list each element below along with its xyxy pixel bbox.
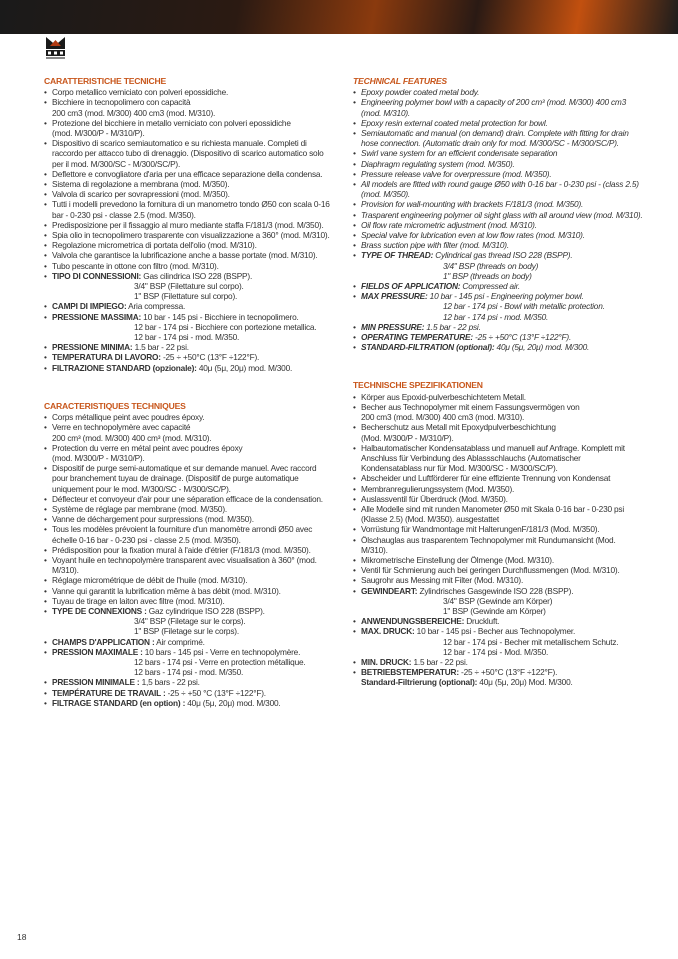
spec-text: Corpo metallico verniciato con polveri epossidiche. — [52, 87, 229, 98]
spec-item — [353, 626, 643, 657]
spec-item — [44, 230, 334, 240]
spec-item — [44, 169, 334, 179]
spec-list — [353, 87, 643, 352]
spec-text: Becher aus Technopolymer mit einem Fassungsvermögen von — [361, 401, 580, 412]
spec-text: Compressed air. — [460, 281, 520, 292]
spec-subline: (mod. M/300/P - M/310/P). — [52, 452, 145, 463]
spec-subline: 200 cm3 (mod. M/300) 400 cm3 (mod. M/310). — [52, 107, 216, 118]
spec-text: Oil flow rate micrometric adjustment (mod. M/310). — [361, 219, 537, 230]
spec-label: CAMPI DI IMPIEGO: — [52, 301, 127, 312]
spec-text: Deflettore e convogliatore d'aria per una efficace separazione della condensa. — [52, 168, 323, 179]
spec-item — [353, 616, 643, 626]
spec-item — [353, 443, 643, 474]
spec-item — [353, 210, 643, 220]
spec-label: BETRIEBSTEMPERATUR: — [361, 667, 459, 678]
spec-item — [44, 312, 334, 343]
spec-subline: 12 bar - 174 psi - Becher mit metallischem Schutz. — [443, 636, 619, 647]
spec-text: 10 bar - 145 psi - Bicchiere in tecnopolimero. — [141, 311, 299, 322]
spec-label: TEMPÉRATURE DE TRAVAIL : — [52, 687, 166, 698]
spec-subline: 3/4" BSP (Gewinde am Körper) — [443, 595, 553, 606]
spec-text: 1.5 bar - 22 psi. — [132, 342, 189, 353]
spec-text: Tubo pescante in ottone con filtro (mod. M/310). — [52, 260, 219, 271]
spec-subline: 3/4" BSP (threads on body) — [443, 260, 539, 271]
spec-list — [44, 87, 334, 373]
spec-text: Saugrohr aus Messing mit Filter (Mod. M/310). — [361, 575, 524, 586]
spec-item — [353, 97, 643, 117]
spec-item — [44, 220, 334, 230]
spec-label: TYPE OF THREAD: — [361, 250, 434, 261]
spec-item — [44, 514, 334, 524]
spec-item — [44, 677, 334, 687]
spec-label: PRESSION MINIMALE : — [52, 677, 140, 688]
spec-text: Swirl vane system for an efficient condensate separation — [361, 148, 558, 159]
spec-text: Protection du verre en métal peint avec poudres époxy — [52, 442, 243, 453]
spec-item — [353, 322, 643, 332]
spec-item — [44, 494, 334, 504]
spec-text: Corps métallique peint avec poudres époxy. — [52, 412, 205, 423]
spec-text: All models are fitted with round gauge Ø50 with 0-16 bar - 0-230 psi - (class 2.5) (mod. M/350). — [361, 179, 639, 200]
spec-text: Gas cilindrica ISO 228 (BSPP). — [141, 270, 253, 281]
spec-item — [44, 87, 334, 97]
spec-text: Abscheider und Luftförderer für eine effiziente Trennung von Kondensat — [361, 473, 611, 484]
spec-text: Special valve for lubrication even at low flow rates (mod. M/310). — [361, 230, 585, 241]
section-heading: CARATTERISTICHE TECNICHE — [44, 76, 167, 86]
spec-text: -25 ÷ +50°C (13°F ÷122°F). — [472, 332, 572, 343]
brand-logo-icon — [45, 36, 66, 60]
spec-item — [353, 118, 643, 128]
spec-item — [353, 575, 643, 585]
spec-item — [353, 402, 643, 422]
spec-subline: 12 bar - 174 psi - mod. M/350. — [443, 311, 549, 322]
spec-subline: 1" BSP (Gewinde am Körper) — [443, 605, 546, 616]
spec-text: 10 bar - 145 psi - Engineering polymer bowl. — [427, 291, 584, 302]
spec-text: Aria compressa. — [126, 301, 186, 312]
spec-text: 1.5 bar - 22 psi. — [411, 656, 468, 667]
spec-item — [353, 250, 643, 281]
spec-subline: 200 cm³ (mod. M/300) 400 cm³ (mod. M/310). — [52, 432, 212, 443]
spec-text: Dispositif de purge semi-automatique et sur demande manuel. Avec raccord pour branchement tuyau de drainage. (Dispositif de purge automatique uniquement pour le mod. M/300/SC - M/300/SC/P). — [52, 463, 317, 494]
spec-text: 40μ (5μ, 20μ) Mod. M/300. — [477, 677, 573, 688]
spec-text: Air comprimé. — [154, 636, 205, 647]
spec-text: -25 ÷ +50 °C (13°F ÷122°F). — [165, 687, 266, 698]
spec-item — [44, 596, 334, 606]
spec-text: Tutti i modelli prevedono la fornitura di un manometro tondo Ø50 con scala 0-16 bar - 0-230 psi - classe 2.5 (mod. M/350). — [52, 199, 330, 220]
section-english — [353, 76, 643, 352]
spec-subline: 12 bars - 174 psi - Verre en protection métallique. — [134, 656, 306, 667]
spec-text: Provision for wall-mounting with brackets F/181/3 (mod. M/350). — [361, 199, 584, 210]
spec-text: Diaphragm regulating system (mod. M/350). — [361, 158, 515, 169]
spec-text: 1,5 bars - 22 psi. — [139, 677, 200, 688]
spec-item — [353, 392, 643, 402]
spec-text: Ölschauglas aus trasparentem Technopolymer mit Rundumansicht (Mod. M/310). — [361, 534, 616, 555]
spec-item — [44, 250, 334, 260]
spec-label: CHAMPS D'APPLICATION : — [52, 636, 155, 647]
spec-item — [44, 647, 334, 678]
spec-item — [353, 240, 643, 250]
spec-text: Système de réglage par membrane (mod. M/350). — [52, 503, 227, 514]
spec-text: Becherschutz aus Metall mit Epoxydpulverbeschichtung — [361, 422, 556, 433]
spec-text: 10 bars - 145 psi - Verre en technopolymère. — [142, 646, 301, 657]
spec-text: Druckluft. — [464, 616, 500, 627]
spec-item — [353, 657, 643, 667]
spec-text: Tuyau de tirage en laiton avec filtre (mod. M/310). — [52, 595, 225, 606]
spec-text: 10 bar - 145 psi - Becher aus Technopolymer. — [414, 626, 576, 637]
spec-item — [353, 555, 643, 565]
spec-subline: 200 cm3 (mod. M/300) 400 cm3 (mod. M/310). — [361, 412, 525, 423]
spec-item — [353, 677, 643, 687]
spec-item — [44, 637, 334, 647]
spec-item — [44, 606, 334, 637]
spec-text: Sistema di regolazione a membrana (mod. M/350). — [52, 179, 230, 190]
spec-text: Dispositivo di scarico semiautomatico e su richiesta manuale. Completi di raccordo per attacco tubo di drenaggio. (Dispositivo di scarico automatico solo per il mod. M/300/SC - M/300/SC/P). — [52, 138, 324, 169]
spec-item — [44, 352, 334, 362]
spec-item — [353, 565, 643, 575]
spec-text: Pressure release valve for overpressure (mod. M/350). — [361, 168, 552, 179]
spec-item — [44, 586, 334, 596]
spec-text: Vanne qui garantit la lubrification même à bas débit (mod. M/310). — [52, 585, 281, 596]
spec-text: Valvola di scarico per sovrapressioni (mod. M/350). — [52, 189, 230, 200]
spec-text: 40μ (5μ, 20μ) mod. M/300. — [185, 697, 281, 708]
spec-text: Regolazione micrometrica di portata dell'olio (mod. M/310). — [52, 240, 257, 251]
spec-list — [353, 392, 643, 688]
spec-item — [353, 422, 643, 442]
spec-text: Prédisposition pour la fixation mural à l'aide d'étrier (F/181/3 (mod. M/350). — [52, 544, 311, 555]
spec-item — [353, 148, 643, 158]
spec-label: TEMPERATURA DI LAVORO: — [52, 352, 161, 363]
spec-item — [353, 504, 643, 524]
spec-item — [353, 128, 643, 148]
spec-item — [44, 189, 334, 199]
spec-text: -25 ÷ +50°C (13°F ÷122°F). — [458, 667, 558, 678]
spec-item — [44, 555, 334, 575]
spec-label: MAX. DRUCK: — [361, 626, 415, 637]
spec-text: Vanne de déchargement pour surpressions (mod. M/350). — [52, 514, 254, 525]
spec-text: Predisposizione per il fissaggio al muro mediante staffa F/181/3 (mod. M/350). — [52, 219, 324, 230]
spec-item — [353, 332, 643, 342]
spec-text: Vorrüstung für Wandmontage mit HalterungenF/181/3 (Mod. M/350). — [361, 524, 600, 535]
spec-subline: 12 bar - 174 psi - Bowl with metallic protection. — [443, 301, 605, 312]
spec-label: FIELDS OF APPLICATION: — [361, 281, 461, 292]
spec-item — [353, 199, 643, 209]
spec-label: PRESSIONE MINIMA: — [52, 342, 133, 353]
spec-item — [44, 698, 334, 708]
spec-label: Standard-Filtrierung (optional): — [361, 677, 478, 688]
spec-subline: 1" BSP (threads on body) — [443, 270, 532, 281]
right-column — [353, 76, 643, 716]
spec-text: Cylindrical gas thread ISO 228 (BSPP). — [433, 250, 573, 261]
spec-item — [44, 524, 334, 544]
spec-text: Trasparent engineering polymer oil sight glass with all around view (mod. M/310). — [361, 209, 643, 220]
section-heading: CARACTERISTIQUES TECHNIQUES — [44, 400, 186, 411]
spec-text: Zylindrisches Gasgewinde ISO 228 (BSPP). — [417, 585, 574, 596]
spec-item — [353, 586, 643, 617]
spec-item — [44, 422, 334, 442]
spec-text: Valvola che garantisce la lubrificazione anche a basse portate (mod. M/310). — [52, 250, 318, 261]
spec-text: Protezione del bicchiere in metallo verniciato con polveri epossidiche — [52, 117, 291, 128]
spec-label: TIPO DI CONNESSIONI: — [52, 270, 142, 281]
spec-text: Membranregulierungssystem (Mod. M/350). — [361, 483, 515, 494]
spec-item — [44, 443, 334, 463]
spec-item — [353, 524, 643, 534]
spec-item — [44, 575, 334, 585]
spec-text: Bicchiere in tecnopolimero con capacità — [52, 97, 191, 108]
section-german — [353, 380, 643, 687]
header-banner — [0, 0, 678, 34]
spec-text: 40μ (5μ, 20μ) mod. M/300. — [196, 362, 293, 373]
spec-label: MIN. DRUCK: — [361, 656, 412, 667]
spec-item — [44, 688, 334, 698]
spec-item — [44, 545, 334, 555]
spec-item — [44, 179, 334, 189]
spec-item — [353, 169, 643, 179]
spec-text: Alle Modelle sind mit runden Manometer Ø50 mit Skala 0-16 bar - 0-230 psi (Klasse 2.5) (Mod. M/350). ausgestattet — [361, 503, 625, 525]
spec-subline: 12 bars - 174 psi - mod. M/350. — [134, 667, 244, 678]
page-number: 18 — [17, 932, 27, 942]
spec-item — [44, 301, 334, 311]
spec-item — [44, 342, 334, 352]
spec-text: Déflecteur et convoyeur d'air pour une séparation efficace de la condensation. — [52, 493, 323, 504]
spec-list — [44, 412, 334, 708]
spec-text: 40μ (5μ, 20μ) mod. M/300. — [494, 342, 590, 353]
spec-subline: 12 bar - 174 psi - mod. M/350. — [134, 332, 240, 343]
spec-item — [353, 291, 643, 322]
spec-subline: 1" BSP (Filetage sur le corps). — [134, 626, 239, 637]
spec-label: PRESSIONE MASSIMA: — [52, 311, 142, 322]
spec-text: Tous les modèles prévoient la fourniture d'un manomètre arrondi Ø50 avec échelle 0-16 bar - 0-230 psi - classe 2.5 (mod. M/350). — [52, 524, 313, 545]
spec-item — [353, 484, 643, 494]
spec-text: Brass suction pipe with filter (mod. M/310). — [361, 240, 509, 251]
spec-subline: 3/4" BSP (Filettature sul corpo). — [134, 281, 244, 292]
spec-subline: 1" BSP (Filettature sul corpo). — [134, 291, 238, 302]
spec-text: Epoxy resin external coated metal protection for bowl. — [361, 117, 548, 128]
spec-item — [44, 118, 334, 138]
spec-item — [353, 342, 643, 352]
spec-text: Halbautomatischer Kondensatablass und manuell auf Anfrage. Komplett mit Anschluss für Verbindung des Ablassschlauchs (Automatischer Kondensatablass nur für Mod. M/300/SC - M/300/SC/P). — [361, 442, 625, 474]
spec-subline: 3/4" BSP (Filetage sur le corps). — [134, 616, 246, 627]
spec-item — [44, 363, 334, 373]
left-column — [44, 76, 334, 736]
spec-text: -25 ÷ +50°C (13°F ÷122°F). — [160, 352, 260, 363]
spec-item — [353, 535, 643, 555]
spec-item — [44, 199, 334, 219]
spec-text: Mikrometrische Einstellung der Ölmenge (Mod. M/310). — [361, 554, 554, 565]
section-french — [44, 401, 334, 708]
spec-label: MAX PRESSURE: — [361, 291, 428, 302]
spec-item — [44, 138, 334, 169]
spec-item — [44, 97, 334, 117]
spec-item — [44, 412, 334, 422]
spec-item — [353, 473, 643, 483]
spec-text: Epoxy powder coated metal body. — [361, 87, 480, 98]
spec-text: Spia olio in tecnopolimero trasparente con visualizzazione a 360° (mod. M/310). — [52, 230, 330, 241]
spec-text: Verre en technopolymère avec capacité — [52, 422, 191, 433]
spec-label: ANWENDUNGSBEREICHE: — [361, 616, 465, 627]
spec-item — [44, 261, 334, 271]
section-heading: TECHNISCHE SPEZIFIKATIONEN — [353, 380, 483, 391]
spec-label: GEWINDEART: — [361, 585, 418, 596]
spec-item — [353, 87, 643, 97]
spec-label: OPERATING TEMPERATURE: — [361, 332, 473, 343]
spec-text: Auslassventil für Überdruck (Mod. M/350). — [361, 493, 508, 504]
spec-subline: (mod. M/300/P - M/310/P). — [52, 128, 145, 139]
spec-item — [353, 179, 643, 199]
spec-subline: 12 bar - 174 psi - Bicchiere con portezione metallica. — [134, 321, 317, 332]
spec-item — [353, 494, 643, 504]
section-italian — [44, 76, 334, 373]
spec-label: PRESSION MAXIMALE : — [52, 646, 143, 657]
spec-text: Engineering polymer bowl with a capacity of 200 cm³ (mod. M/300) 400 cm3 (mod. M/310). — [361, 97, 627, 118]
spec-text: Voyant huile en technopolymère transparent avec visualisation à 360° (mod. M/310). — [52, 554, 317, 576]
spec-text: Gaz cylindrique ISO 228 (BSPP). — [146, 605, 265, 616]
spec-text: Semiautomatic and manual (on demand) drain. Complete with fitting for drain hose connection. (Automatic drain only for mod. M/300/SC - M/300/SC/P). — [361, 128, 629, 149]
spec-item — [353, 220, 643, 230]
spec-text: Körper aus Epoxid-pulverbeschichtetem Metall. — [361, 391, 526, 402]
spec-label: FILTRAGE STANDARD (en option) : — [52, 697, 186, 708]
spec-item — [353, 667, 643, 677]
spec-label: FILTRAZIONE STANDARD (opzionale): — [52, 362, 197, 373]
spec-text: 1.5 bar - 22 psi. — [424, 321, 481, 332]
spec-item — [44, 504, 334, 514]
spec-item — [353, 159, 643, 169]
spec-item — [44, 240, 334, 250]
spec-label: MIN PRESSURE: — [361, 321, 425, 332]
spec-subline: 12 bar - 174 psi - Mod. M/350. — [443, 646, 549, 657]
spec-item — [353, 281, 643, 291]
spec-label: STANDARD-FILTRATION (optional): — [361, 342, 495, 353]
spec-subline: (Mod. M/300/P - M/310/P). — [361, 432, 454, 443]
spec-item — [44, 271, 334, 302]
spec-item — [353, 230, 643, 240]
section-heading: TECHNICAL FEATURES — [353, 76, 447, 86]
spec-text: Ventil für Schmierung auch bei geringen Durchflussmengen (Mod. M/310). — [361, 565, 620, 576]
spec-item — [44, 463, 334, 494]
spec-label: TYPE DE CONNEXIONS : — [52, 605, 147, 616]
spec-text: Réglage micrométrique de débit de l'huile (mod. M/310). — [52, 575, 248, 586]
